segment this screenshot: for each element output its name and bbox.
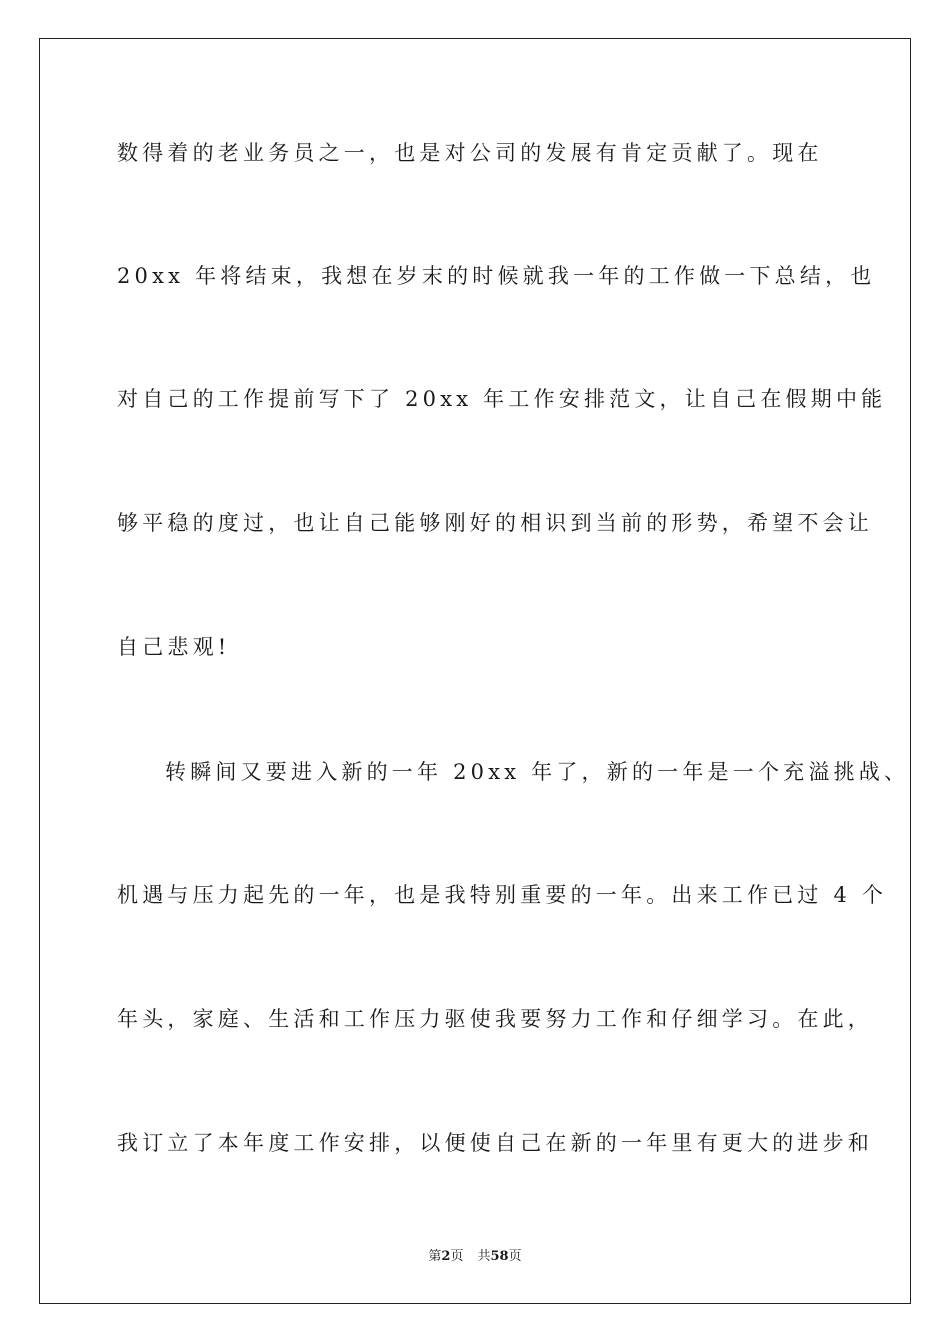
page-frame (39, 38, 911, 1304)
text-line-1: 数得着的老业务员之一，也是对公司的发展有肯定贡献了。现在 (117, 141, 823, 165)
footer-page-number: 2 (441, 1249, 451, 1264)
text-line-8: 年头，家庭、生活和工作压力驱使我要努力工作和仔细学习。在此， (117, 1007, 873, 1031)
paragraph-start-line: 转瞬间又要进入新的一年 20xx 年了，新的一年是一个充溢挑战、 (165, 760, 910, 784)
footer-page-prefix: 第 (428, 1249, 442, 1264)
footer-total-prefix: 共 (477, 1249, 491, 1264)
text-line-7: 机遇与压力起先的一年，也是我特别重要的一年。出来工作已过 4 个 (117, 883, 888, 907)
text-line-4: 够平稳的度过，也让自己能够刚好的相识到当前的形势，希望不会让 (117, 511, 873, 535)
footer-page-suffix: 页 (450, 1249, 464, 1264)
text-line-3: 对自己的工作提前写下了 20xx 年工作安排范文，让自己在假期中能 (117, 387, 887, 411)
footer-total-pages: 58 (490, 1249, 509, 1264)
text-line-5: 自己悲观! (117, 635, 231, 659)
text-line-9: 我订立了本年度工作安排，以便使自己在新的一年里有更大的进步和 (117, 1131, 873, 1155)
footer-total-suffix: 页 (508, 1249, 522, 1264)
page-footer (0, 1248, 950, 1266)
text-line-2: 20xx 年将结束，我想在岁末的时候就我一年的工作做一下总结，也 (117, 264, 876, 288)
